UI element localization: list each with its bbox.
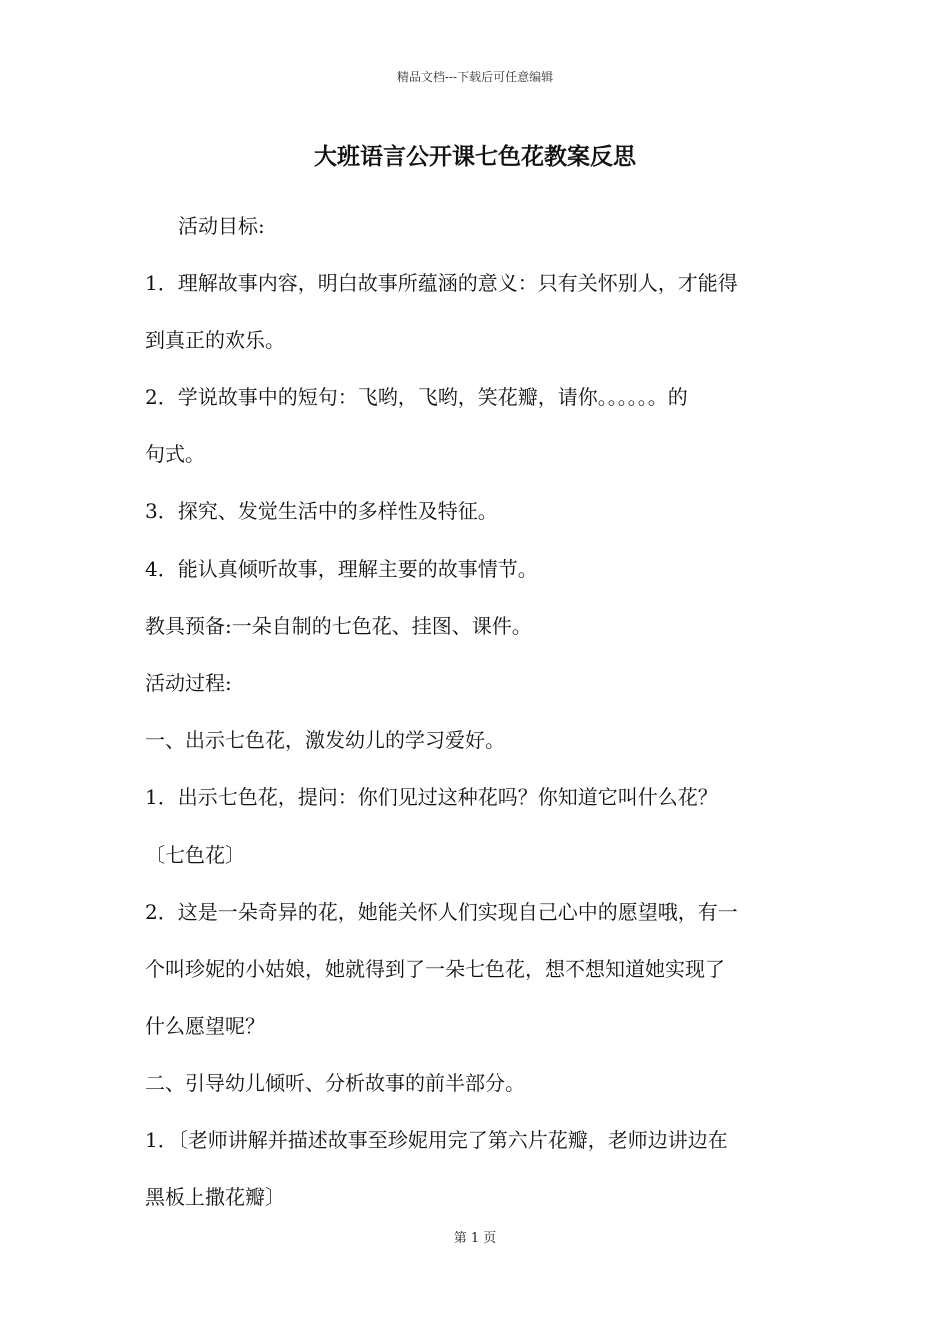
page-header: 精品文档---下载后可任意编辑 bbox=[396, 70, 554, 84]
paragraph-line: 〔七色花〕 bbox=[145, 843, 245, 867]
paragraph-line: 一、出示七色花，激发幼儿的学习爱好。 bbox=[145, 728, 505, 752]
paragraph-line: 到真正的欢乐。 bbox=[145, 328, 285, 352]
paragraph-line: 1．〔老师讲解并描述故事至珍妮用完了第六片花瓣，老师边讲边在 bbox=[145, 1128, 728, 1152]
page-number: 第 1 页 bbox=[453, 1231, 497, 1246]
paragraph-line: 句式。 bbox=[145, 442, 205, 466]
paragraph-line: 1．出示七色花，提问：你们见过这种花吗？你知道它叫什么花？ bbox=[145, 785, 718, 809]
paragraph-line: 2．这是一朵奇异的花，她能关怀人们实现自己心中的愿望哦，有一 bbox=[145, 900, 738, 924]
paragraph-line: 2．学说故事中的短句：飞哟，飞哟，笑花瓣，请你。。。。。。的 bbox=[145, 385, 688, 409]
paragraph-line: 黑板上撒花瓣〕 bbox=[145, 1185, 285, 1209]
paragraph-line: 活动过程: bbox=[145, 671, 232, 695]
paragraph-line: 3．探究、发觉生活中的多样性及特征。 bbox=[145, 499, 498, 523]
paragraph-line: 什么愿望呢？ bbox=[145, 1014, 265, 1038]
paragraph-line: 活动目标: bbox=[178, 214, 265, 238]
paragraph-line: 1．理解故事内容，明白故事所蕴涵的意义：只有关怀别人，才能得 bbox=[145, 271, 738, 295]
paragraph-line: 个叫珍妮的小姑娘，她就得到了一朵七色花，想不想知道她实现了 bbox=[145, 957, 725, 981]
paragraph-line: 4．能认真倾听故事，理解主要的故事情节。 bbox=[145, 557, 538, 581]
paragraph-line: 教具预备:一朵自制的七色花、挂图、课件。 bbox=[145, 614, 532, 638]
document-title: 大班语言公开课七色花教案反思 bbox=[314, 143, 636, 170]
paragraph-line: 二、引导幼儿倾听、分析故事的前半部分。 bbox=[145, 1071, 525, 1095]
